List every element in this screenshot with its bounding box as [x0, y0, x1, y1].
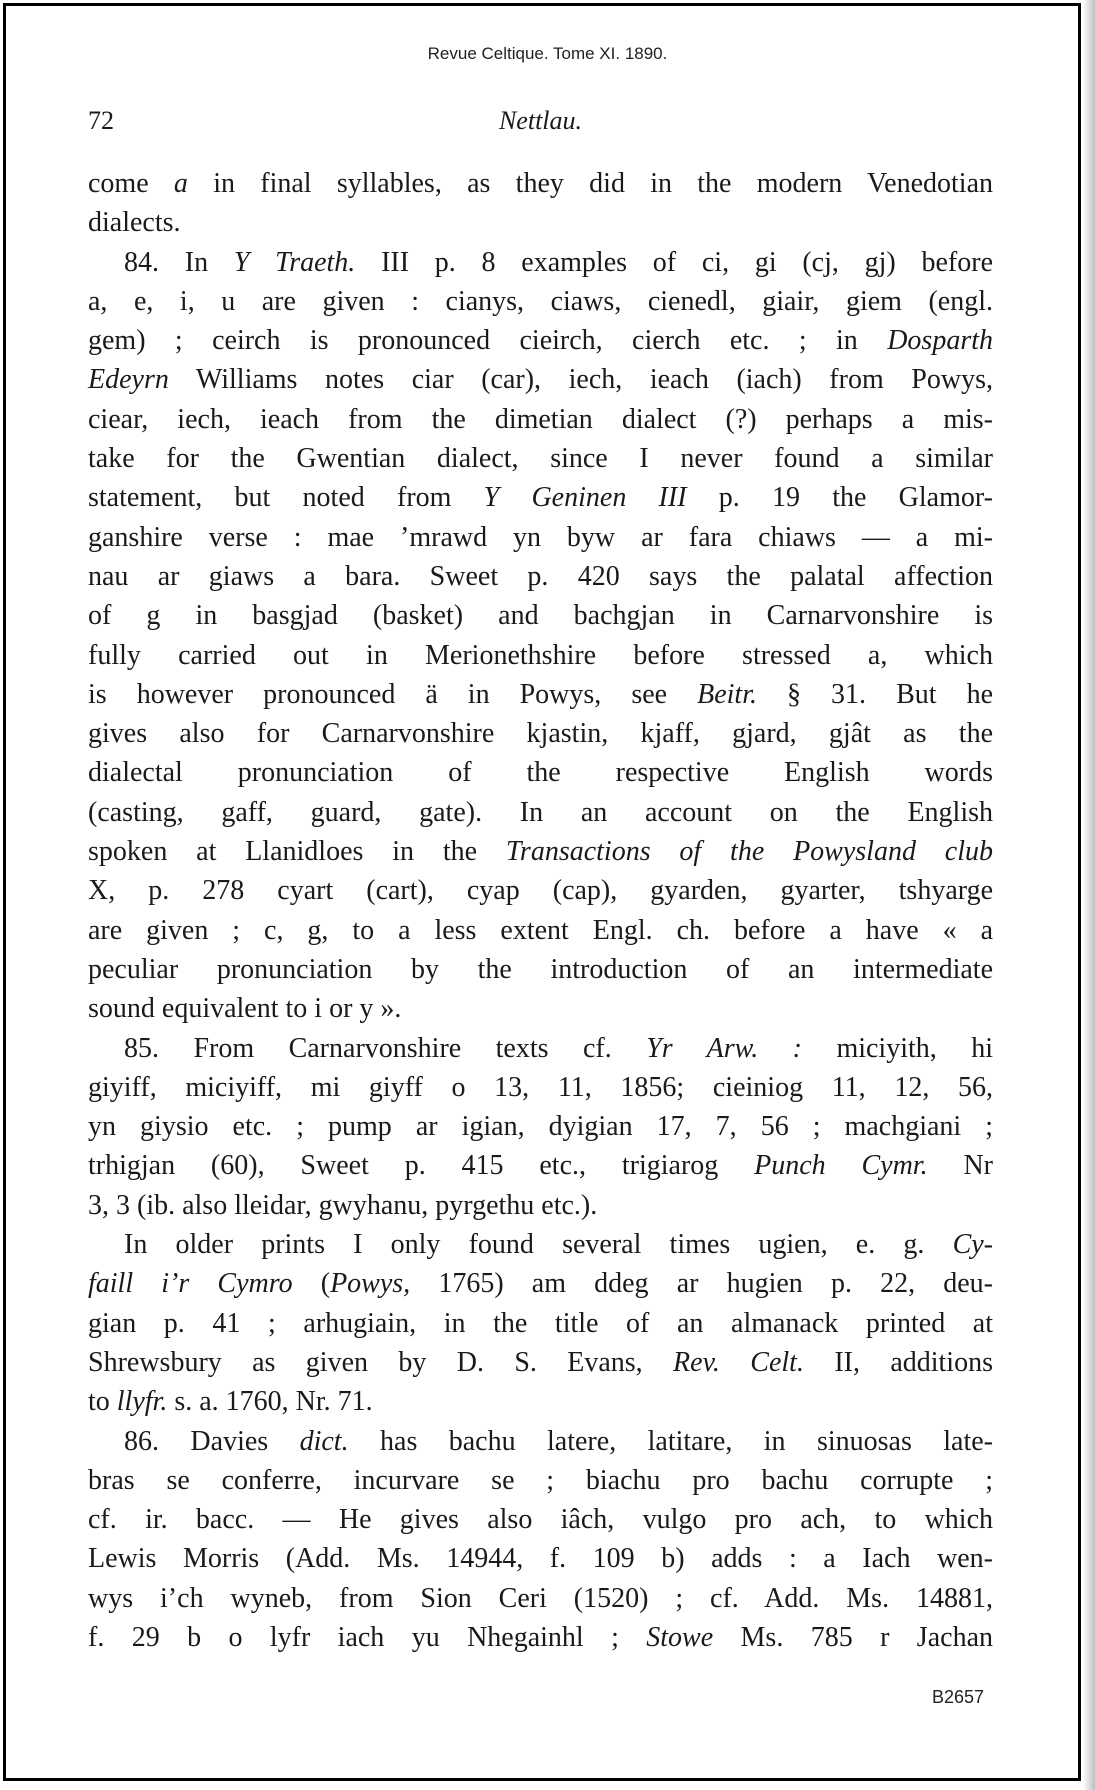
- text-segment: to: [88, 1386, 117, 1418]
- italic-segment: Powys,: [330, 1268, 411, 1300]
- text-segment: giyiff, miciyiff, mi giyff o 13, 11, 1856; cieiniog 11, 12, 56,: [88, 1071, 993, 1103]
- text-segment: In older prints I only found several times ugien, e. g.: [124, 1229, 953, 1261]
- text-line: [88, 675, 993, 714]
- text-segment: 1765) am ddeg ar hugien p. 22, deu-: [410, 1268, 993, 1300]
- text-segment: miciyith, hi: [801, 1032, 993, 1064]
- text-line: [88, 793, 993, 832]
- text-segment: gem) ; ceirch is pronounced cieirch, cierch etc. ; in: [88, 325, 888, 357]
- text-segment: 86. Davies: [124, 1425, 300, 1457]
- text-line: [88, 1461, 993, 1500]
- text-segment: has bachu latere, latitare, in sinuosas late-: [348, 1425, 993, 1457]
- text-segment: 3, 3 (ib. also lleidar, gwyhanu, pyrgethu etc.).: [88, 1189, 598, 1221]
- text-segment: trhigjan (60), Sweet p. 415 etc., trigiarog: [88, 1150, 755, 1182]
- page-edge-shadow: [1083, 0, 1095, 1790]
- text-line: [88, 1539, 993, 1578]
- page-number: 72: [88, 106, 114, 135]
- text-line: [88, 1422, 993, 1461]
- italic-segment: faill i’r Cymro: [88, 1268, 293, 1300]
- text-line: [88, 1382, 993, 1421]
- text-line: [88, 439, 993, 478]
- text-segment: s. a. 1760, Nr. 71.: [167, 1386, 373, 1418]
- text-segment: yn giysio etc. ; pump ar igian, dyigian 17, 7, 56 ; machgiani ;: [88, 1111, 993, 1143]
- text-segment: statement, but noted from: [88, 482, 484, 514]
- text-line: [88, 911, 993, 950]
- text-line: [88, 832, 993, 871]
- text-segment: take for the Gwentian dialect, since I never found a similar: [88, 443, 993, 475]
- italic-segment: llyfr.: [116, 1386, 168, 1418]
- text-line: [88, 203, 993, 242]
- text-line: [88, 400, 993, 439]
- text-segment: III p. 8 examples of ci, gi (cj, gj) before: [355, 246, 994, 278]
- text-segment: is however pronounced ä in Powys, see: [88, 678, 698, 710]
- text-segment: § 31. But he: [757, 678, 993, 710]
- text-line: [88, 753, 993, 792]
- text-line: [88, 1618, 993, 1657]
- text-segment: fully carried out in Merionethshire before stressed a, which: [88, 639, 993, 671]
- italic-segment: a: [173, 168, 188, 199]
- text-line: [88, 360, 993, 399]
- text-segment: X, p. 278 cyart (cart), cyap (cap), gyarden, gyarter, tshyarge: [88, 875, 993, 907]
- text-segment: (: [292, 1268, 331, 1300]
- text-segment: II, additions: [803, 1346, 993, 1378]
- text-line: [88, 478, 993, 517]
- text-line: [88, 989, 993, 1028]
- text-segment: ganshire verse : mae ’mrawd yn byw ar fara chiaws — a mi-: [88, 521, 993, 553]
- text-segment: are given ; c, g, to a less extent Engl. ch. before a have « a: [88, 914, 993, 946]
- text-segment: f. 29 b o lyfr iach yu Nhegainhl ;: [88, 1621, 647, 1653]
- text-line: [88, 714, 993, 753]
- italic-segment: Y Traeth.: [233, 246, 356, 278]
- text-segment: 84. In: [124, 246, 234, 278]
- text-segment: gives also for Carnarvonshire kjastin, kjaff, gjard, gjât as the: [88, 718, 993, 750]
- italic-segment: Yr Arw. :: [646, 1032, 802, 1064]
- text-line: [88, 596, 993, 635]
- text-line: [88, 1343, 993, 1382]
- text-line: [88, 518, 993, 557]
- italic-segment: Rev. Celt.: [673, 1346, 804, 1378]
- text-line: [88, 1264, 993, 1303]
- text-line: [88, 1304, 993, 1343]
- text-segment: (casting, gaff, guard, gate). In an account on the English: [88, 796, 993, 828]
- text-line: [88, 1500, 993, 1539]
- italic-segment: Stowe: [646, 1621, 714, 1653]
- text-line: [88, 557, 993, 596]
- text-segment: cf. ir. bacc. — He gives also iâch, vulgo pro ach, to which: [88, 1504, 993, 1536]
- text-line: [88, 950, 993, 989]
- text-segment: dialectal pronunciation of the respective English words: [88, 757, 993, 789]
- text-segment: 85. From Carnarvonshire texts cf.: [124, 1032, 647, 1064]
- text-segment: nau ar giaws a bara. Sweet p. 420 says the palatal affection: [88, 560, 993, 592]
- text-line: [88, 1579, 993, 1618]
- italic-segment: dict.: [299, 1425, 349, 1457]
- italic-segment: Cy-: [952, 1229, 993, 1261]
- running-title: Nettlau.: [498, 106, 583, 135]
- text-line: [88, 1146, 993, 1185]
- text-segment: dialects.: [88, 207, 181, 239]
- italic-segment: Y Geninen III: [483, 482, 687, 514]
- text-segment: gian p. 41 ; arhugiain, in the title of an almanack printed at: [88, 1307, 993, 1339]
- text-line: [88, 282, 993, 321]
- text-segment: p. 19 the Glamor-: [686, 482, 993, 514]
- text-line: [88, 243, 993, 282]
- text-segment: Williams notes ciar (car), iech, ieach (iach) from Powys,: [168, 364, 993, 396]
- text-line: [88, 1107, 993, 1146]
- text-segment: of g in basgjad (basket) and bachgjan in Carnarvonshire is: [88, 600, 993, 632]
- text-line: [88, 636, 993, 675]
- text-line: [88, 1225, 993, 1264]
- text-line: [88, 871, 993, 910]
- text-line: [88, 164, 993, 203]
- text-segment: a, e, i, u are given : cianys, ciaws, cienedl, giair, giem (engl.: [88, 285, 993, 317]
- text-segment: bras se conferre, incurvare se ; biachu pro bachu corrupte ;: [88, 1464, 993, 1496]
- text-segment: sound equivalent to i or y ».: [88, 993, 402, 1025]
- italic-segment: Beitr.: [697, 678, 757, 710]
- italic-segment: Punch Cymr.: [754, 1150, 928, 1182]
- text-segment: Nr: [927, 1150, 993, 1182]
- text-segment: Shrewsbury as given by D. S. Evans,: [88, 1346, 674, 1378]
- text-line: [88, 1186, 993, 1225]
- text-line: [88, 321, 993, 360]
- running-head: [88, 106, 993, 140]
- text-line: [88, 1029, 993, 1068]
- text-segment: ciear, iech, ieach from the dimetian dialect (?) perhaps a mis-: [88, 403, 993, 435]
- text-segment: Lewis Morris (Add. Ms. 14944, f. 109 b) adds : a Iach wen-: [88, 1543, 993, 1575]
- italic-segment: Dosparth: [887, 325, 993, 357]
- italic-segment: Edeyrn: [88, 364, 169, 396]
- text-segment: spoken at Llanidloes in the: [88, 836, 506, 868]
- body-text: [88, 164, 993, 1657]
- text-segment: wys i’ch wyneb, from Sion Ceri (1520) ; cf. Add. Ms. 14881,: [88, 1582, 993, 1614]
- text-segment: come: [88, 168, 174, 199]
- archive-id: B2657: [932, 1687, 985, 1707]
- text-line: [88, 1068, 993, 1107]
- text-segment: peculiar pronunciation by the introduction of an intermediate: [88, 953, 993, 985]
- italic-segment: Transactions of the Powysland club: [505, 836, 994, 868]
- archive-header: Revue Celtique. Tome XI. 1890.: [427, 44, 668, 63]
- text-segment: in final syllables, as they did in the modern Venedotian: [187, 168, 994, 199]
- text-segment: Ms. 785 r Jachan: [713, 1621, 993, 1653]
